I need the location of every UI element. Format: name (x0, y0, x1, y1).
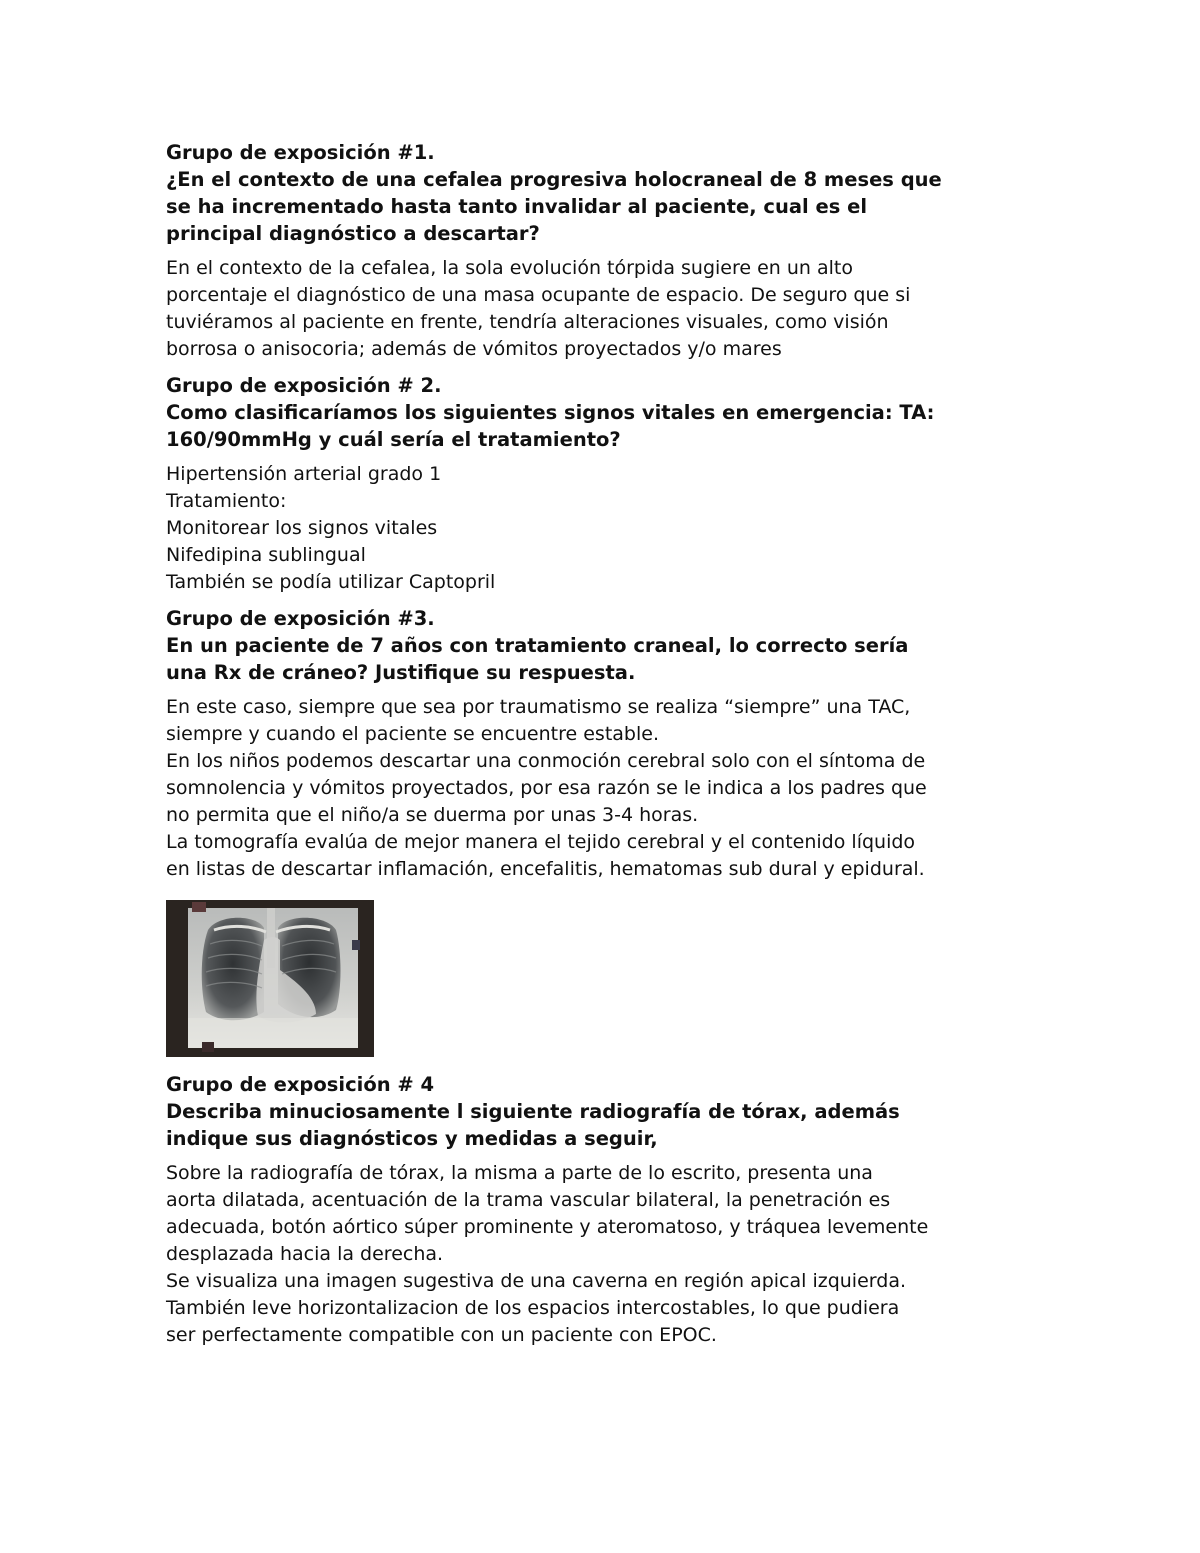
heading-line: Grupo de exposición # 2. (166, 374, 442, 397)
body-line: En el contexto de la cefalea, la sola evolución tórpida sugiere en un alto (166, 257, 853, 279)
body-line: En los niños podemos descartar una conmoción cerebral solo con el síntoma de (166, 750, 926, 772)
section-3-body (166, 694, 1046, 883)
chest-xray-image (166, 900, 374, 1057)
body-line: ser perfectamente compatible con un paciente con EPOC. (166, 1324, 717, 1346)
heading-line: una Rx de cráneo? Justifique su respuesta. (166, 661, 636, 684)
section-4-heading (166, 1071, 1046, 1152)
body-line: También se podía utilizar Captopril (166, 571, 496, 593)
heading-line: principal diagnóstico a descartar? (166, 222, 540, 245)
section-1-heading (166, 139, 1046, 247)
body-line: La tomografía evalúa de mejor manera el tejido cerebral y el contenido líquido (166, 831, 916, 853)
heading-line: indique sus diagnósticos y medidas a seguir, (166, 1127, 658, 1150)
section-2 (166, 372, 1046, 605)
body-line: Se visualiza una imagen sugestiva de una caverna en región apical izquierda. (166, 1270, 906, 1292)
body-line: siempre y cuando el paciente se encuentre estable. (166, 723, 659, 745)
body-line: no permita que el niño/a se duerma por unas 3-4 horas. (166, 804, 699, 826)
section-2-heading (166, 372, 1046, 453)
heading-line: Como clasificaríamos los siguientes signos vitales en emergencia: TA: (166, 401, 935, 424)
section-4-body (166, 1160, 1046, 1349)
heading-line: Describa minuciosamente l siguiente radiografía de tórax, además (166, 1100, 900, 1123)
heading-line: Grupo de exposición # 4 (166, 1073, 435, 1096)
body-line: borrosa o anisocoria; además de vómitos proyectados y/o mares (166, 338, 782, 360)
section-3-heading (166, 605, 1046, 686)
section-2-body (166, 461, 1046, 596)
section-1 (166, 139, 1046, 372)
body-line: en listas de descartar inflamación, encefalitis, hematomas sub dural y epidural. (166, 858, 925, 880)
body-line: Monitorear los signos vitales (166, 517, 438, 539)
body-line: desplazada hacia la derecha. (166, 1243, 444, 1265)
body-line: aorta dilatada, acentuación de la trama vascular bilateral, la penetración es (166, 1189, 891, 1211)
heading-line: Grupo de exposición #3. (166, 607, 435, 630)
heading-line: 160/90mmHg y cuál sería el tratamiento? (166, 428, 621, 451)
body-line: Tratamiento: (166, 490, 287, 512)
body-line: adecuada, botón aórtico súper prominente y ateromatoso, y tráquea levemente (166, 1216, 929, 1238)
section-1-body (166, 255, 1046, 363)
body-line: También leve horizontalizacion de los espacios intercostables, lo que pudiera (166, 1297, 900, 1319)
section-4 (166, 1071, 1046, 1349)
heading-line: ¿En el contexto de una cefalea progresiva holocraneal de 8 meses que (166, 168, 942, 191)
heading-line: se ha incrementado hasta tanto invalidar al paciente, cual es el (166, 195, 868, 218)
body-line: porcentaje el diagnóstico de una masa ocupante de espacio. De seguro que si (166, 284, 911, 306)
body-line: En este caso, siempre que sea por traumatismo se realiza “siempre” una TAC, (166, 696, 911, 718)
body-line: somnolencia y vómitos proyectados, por esa razón se le indica a los padres que (166, 777, 927, 799)
document-page (166, 139, 1046, 1349)
body-line: Nifedipina sublingual (166, 544, 366, 566)
body-line: Hipertensión arterial grado 1 (166, 463, 442, 485)
body-line: Sobre la radiografía de tórax, la misma a parte de lo escrito, presenta una (166, 1162, 873, 1184)
heading-line: En un paciente de 7 años con tratamiento craneal, lo correcto sería (166, 634, 909, 657)
body-line: tuviéramos al paciente en frente, tendría alteraciones visuales, como visión (166, 311, 889, 333)
section-3 (166, 605, 1046, 883)
heading-line: Grupo de exposición #1. (166, 141, 435, 164)
